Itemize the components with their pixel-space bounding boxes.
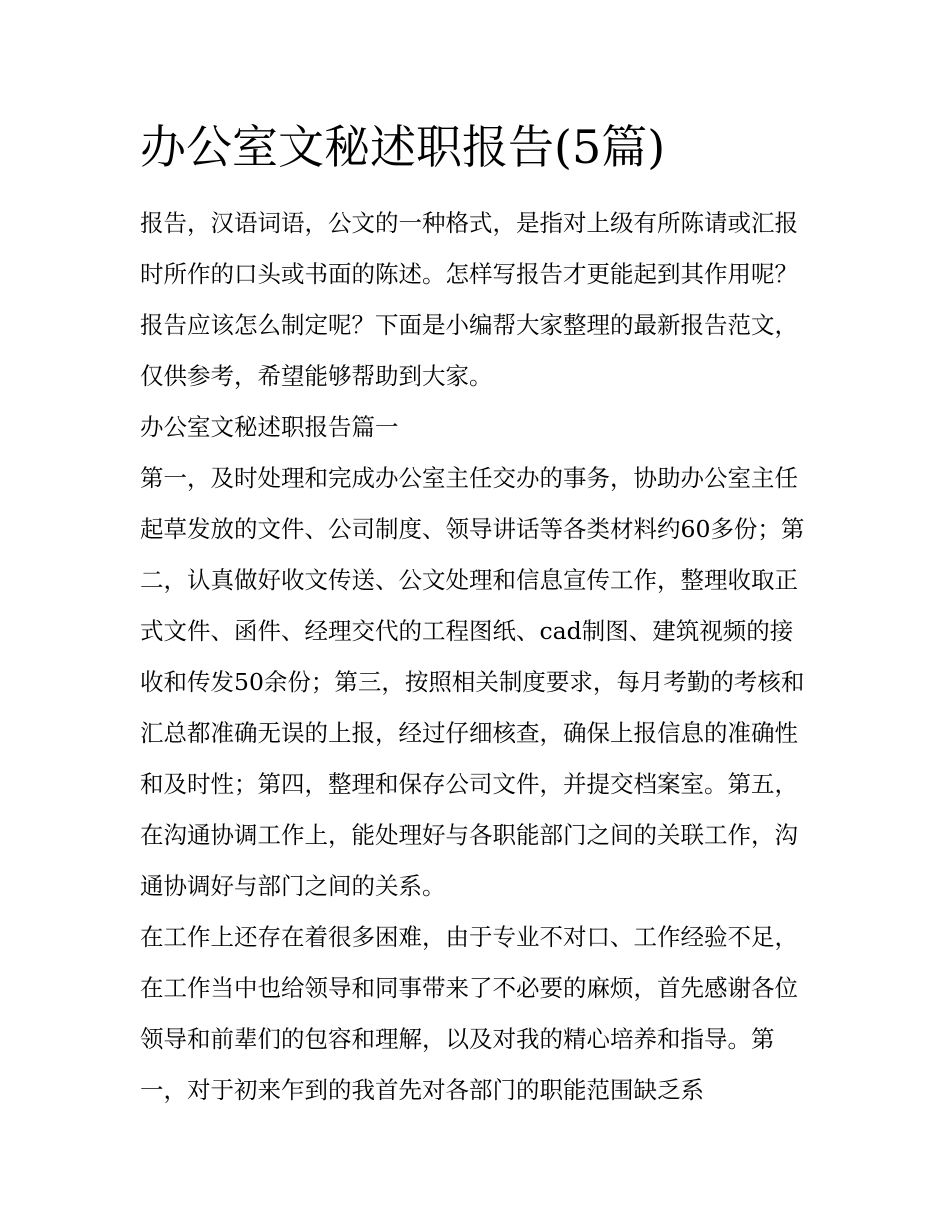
document-title: 办公室文秘述职报告(5篇) <box>140 120 666 174</box>
intro-paragraph: 报告，汉语词语，公文的一种格式，是指对上级有所陈请或汇报时所作的口头或书面的陈述。怎样写报告才更能起到其作用呢？报告应该怎么制定呢？下面是小编帮大家整理的最新报告范文，仅供参考，希望能够帮助到大家。 <box>140 209 798 390</box>
body-paragraph: 在工作上还存在着很多困难，由于专业不对口、工作经验不足，在工作当中也给领导和同事带来了不必要的麻烦，首先感谢各位领导和前辈们的包容和理解，以及对我的精心培养和指导。第一，对于初来乍到的我首先对各部门的职能范围缺乏系 <box>140 923 798 1104</box>
section-heading: 办公室文秘述职报告篇一 <box>140 413 399 441</box>
body-paragraph: 第一，及时处理和完成办公室主任交办的事务，协助办公室主任起草发放的文件、公司制度、领导讲话等各类材料约60多份；第二，认真做好收文传送、公文处理和信息宣传工作，整理收取正式文件、函件、经理交代的工程图纸、cad制图、建筑视频的接收和传发50余份；第三，按照相关制度要求，每月考勤的考核和汇总都准确无误的上报，经过仔细核查，确保上报信息的准确性和及时性；第四，整理和保存公司文件，并提交档案室。第五，在沟通协调工作上，能处理好与各职能部门之间的关联工作，沟通协调好与部门之间的关系。 <box>140 464 805 900</box>
document-body <box>140 198 816 1116</box>
